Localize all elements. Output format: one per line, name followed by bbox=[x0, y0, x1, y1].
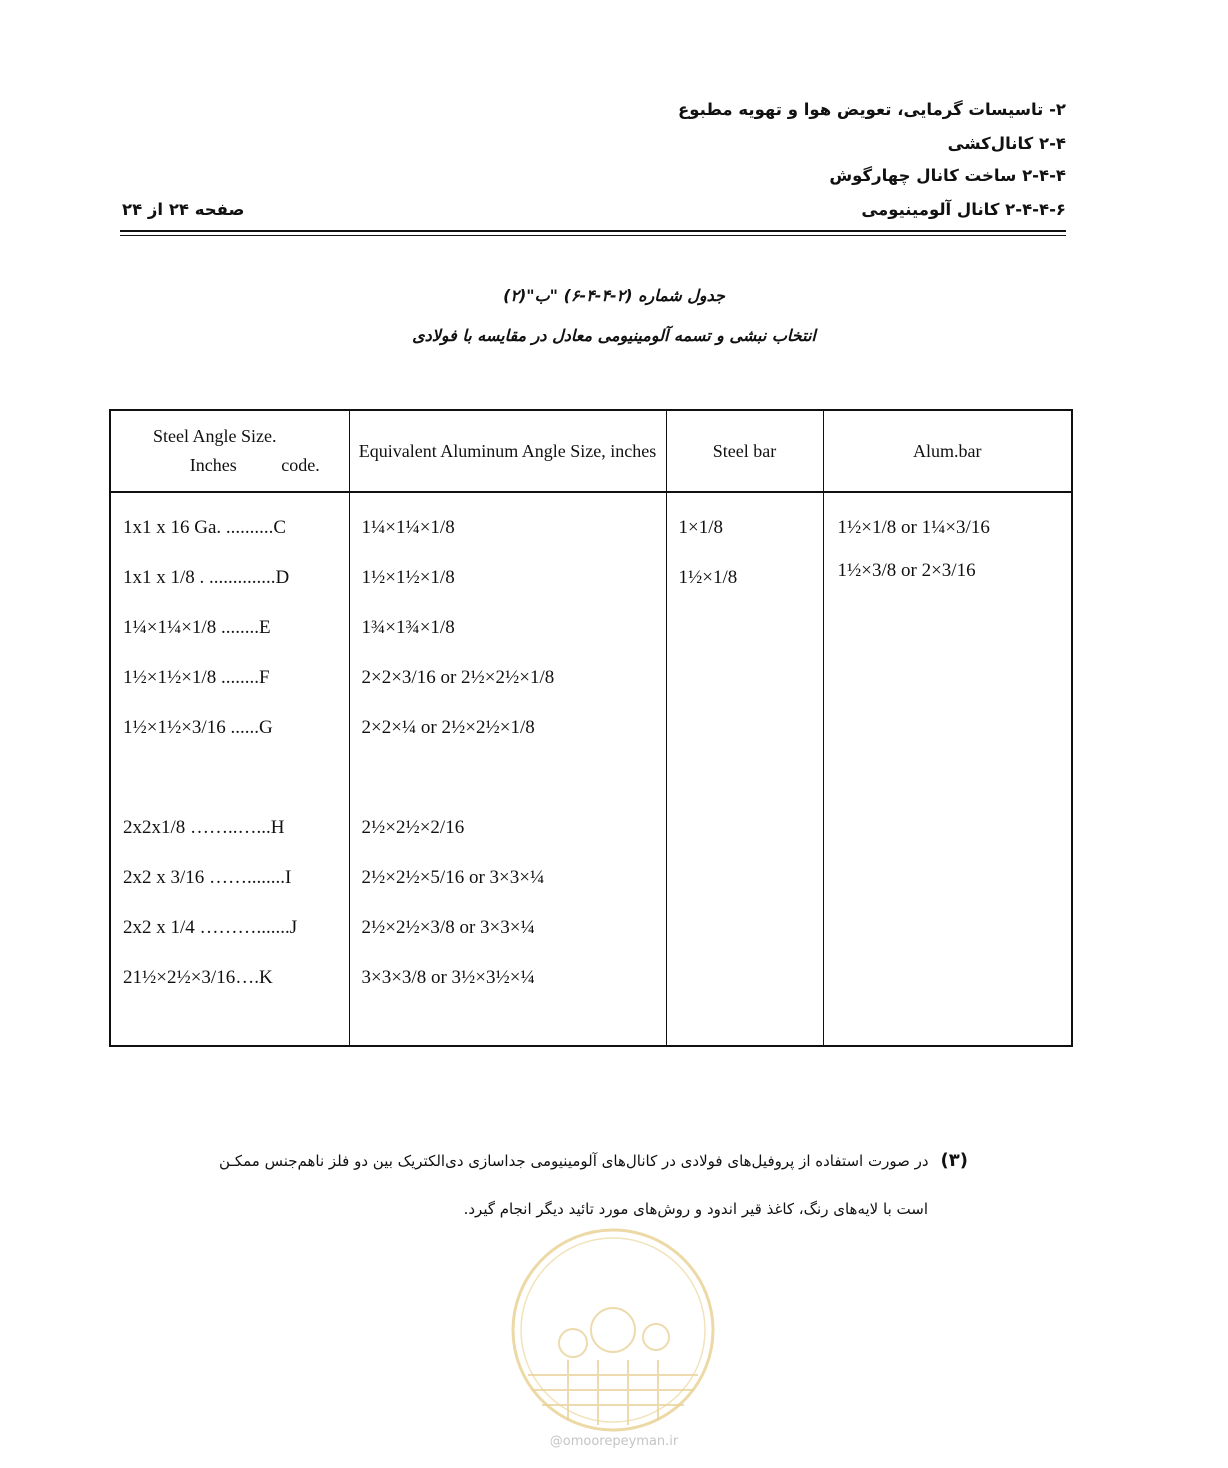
col-header-alum-angle-text: Equivalent Aluminum Angle Size, inches bbox=[358, 440, 657, 461]
steel-angle-cell bbox=[111, 765, 349, 815]
footnote-text-1: در صورت استفاده از پروفیل‌های فولادی در کانال‌های آلومینیومی جداسازی دی‌الکتریک بین دو فلز ناهم‌جنس ممکـن bbox=[219, 1152, 929, 1170]
header-divider bbox=[120, 230, 1066, 232]
col-header-steel-bar-text: Steel bar bbox=[712, 440, 777, 461]
page-number: صفحه ۲۴ از ۲۴ bbox=[122, 200, 245, 219]
alum-angle-cell: 1¼×1¼×1/8 bbox=[361, 517, 455, 538]
alum-angle-cell: 2×2×¼ or 2½×2½×1/8 bbox=[361, 717, 535, 738]
steel-angle-cell: 1¼×1¼×1/8 ........E bbox=[123, 617, 271, 638]
alum-angle-cell: 2½×2½×5/16 or 3×3×¼ bbox=[361, 867, 545, 888]
steel-angle-cell: 2x2x1/8 ……..…...H bbox=[123, 817, 285, 838]
alum-bar-cell: 1½×1/8 or 1¼×3/16 bbox=[837, 517, 990, 538]
steel-angle-cell: 21½×2½×3/16….K bbox=[123, 967, 273, 988]
steel-bar-cell: 1×1/8 bbox=[678, 517, 723, 538]
watermark-url: @omoorepeyman.ir bbox=[549, 1434, 679, 1449]
table-body-row bbox=[110, 492, 1072, 1046]
alum-angle-cell bbox=[350, 765, 666, 815]
steel-angle-cell: 1x1 x 16 Ga. ..........C bbox=[123, 517, 287, 538]
table-header-row bbox=[110, 410, 1072, 492]
header-subsubsection-title: ۲-۴-۴ ساخت کانال چهارگوش bbox=[829, 166, 1066, 185]
alum-angle-cell: 3×3×3/8 or 3½×3½×¼ bbox=[361, 967, 535, 988]
alum-angle-cell: 1¾×1¾×1/8 bbox=[361, 617, 455, 638]
footnote-line-1 bbox=[219, 1150, 968, 1171]
steel-angle-cell: 2x2 x 3/16 ……........I bbox=[123, 867, 292, 888]
steel-bar-cell: 1½×1/8 bbox=[678, 567, 738, 588]
equivalence-table bbox=[109, 409, 1073, 1047]
alum-angle-column bbox=[349, 492, 666, 1046]
steel-angle-cell: 1½×1½×1/8 ........F bbox=[123, 667, 270, 688]
header-subsection-title: ۲-۴ کانال‌کشی bbox=[947, 134, 1066, 153]
alum-angle-cell: 2½×2½×2/16 bbox=[361, 817, 465, 838]
alum-angle-cell: 2½×2½×3/8 or 3×3×¼ bbox=[361, 917, 535, 938]
watermark-seal bbox=[508, 1225, 718, 1435]
steel-angle-cell: 2x2 x 1/4 ……….......J bbox=[123, 917, 298, 938]
alum-angle-cell: 2×2×3/16 or 2½×2½×1/8 bbox=[361, 667, 555, 688]
col-header-steel-angle-line2: Inches code. bbox=[189, 455, 320, 475]
col-header-alum-bar-text: Alum.bar bbox=[913, 440, 982, 461]
steel-bar-column bbox=[666, 492, 823, 1046]
col-header-steel-bar bbox=[666, 410, 823, 492]
alum-bar-cell: 1½×3/8 or 2×3/16 bbox=[837, 560, 976, 581]
header-topic-title: ۲-۴-۴-۶ کانال آلومینیومی bbox=[861, 200, 1066, 219]
header-section-title: ۲- تاسیسات گرمایی، تعویض هوا و تهویه مطبوع bbox=[677, 100, 1066, 119]
col-header-steel-angle-line1: Steel Angle Size. bbox=[153, 426, 277, 447]
footnote-line-2: است با لایه‌های رنگ، کاغذ قیر اندود و روش‌های مورد تائید دیگر انجام گیرد. bbox=[463, 1200, 928, 1218]
steel-angle-cell: 1½×1½×3/16 ......G bbox=[123, 717, 273, 738]
col-header-alum-angle bbox=[349, 410, 666, 492]
table-title: جدول شماره (۲-۴-۴-۶) "ب"(۲) bbox=[503, 286, 725, 305]
footnote-number: (۳) bbox=[940, 1150, 968, 1171]
table-subtitle: انتخاب نبشی و تسمه آلومینیومی معادل در مقایسه با فولادی bbox=[412, 326, 816, 345]
col-header-alum-bar bbox=[823, 410, 1072, 492]
col-header-steel-angle bbox=[110, 410, 349, 492]
steel-angle-column bbox=[110, 492, 349, 1046]
alum-bar-column bbox=[823, 492, 1072, 1046]
alum-angle-cell: 1½×1½×1/8 bbox=[361, 567, 455, 588]
header-divider-thin bbox=[120, 235, 1066, 236]
steel-angle-cell: 1x1 x 1/8 . ..............D bbox=[123, 567, 290, 588]
